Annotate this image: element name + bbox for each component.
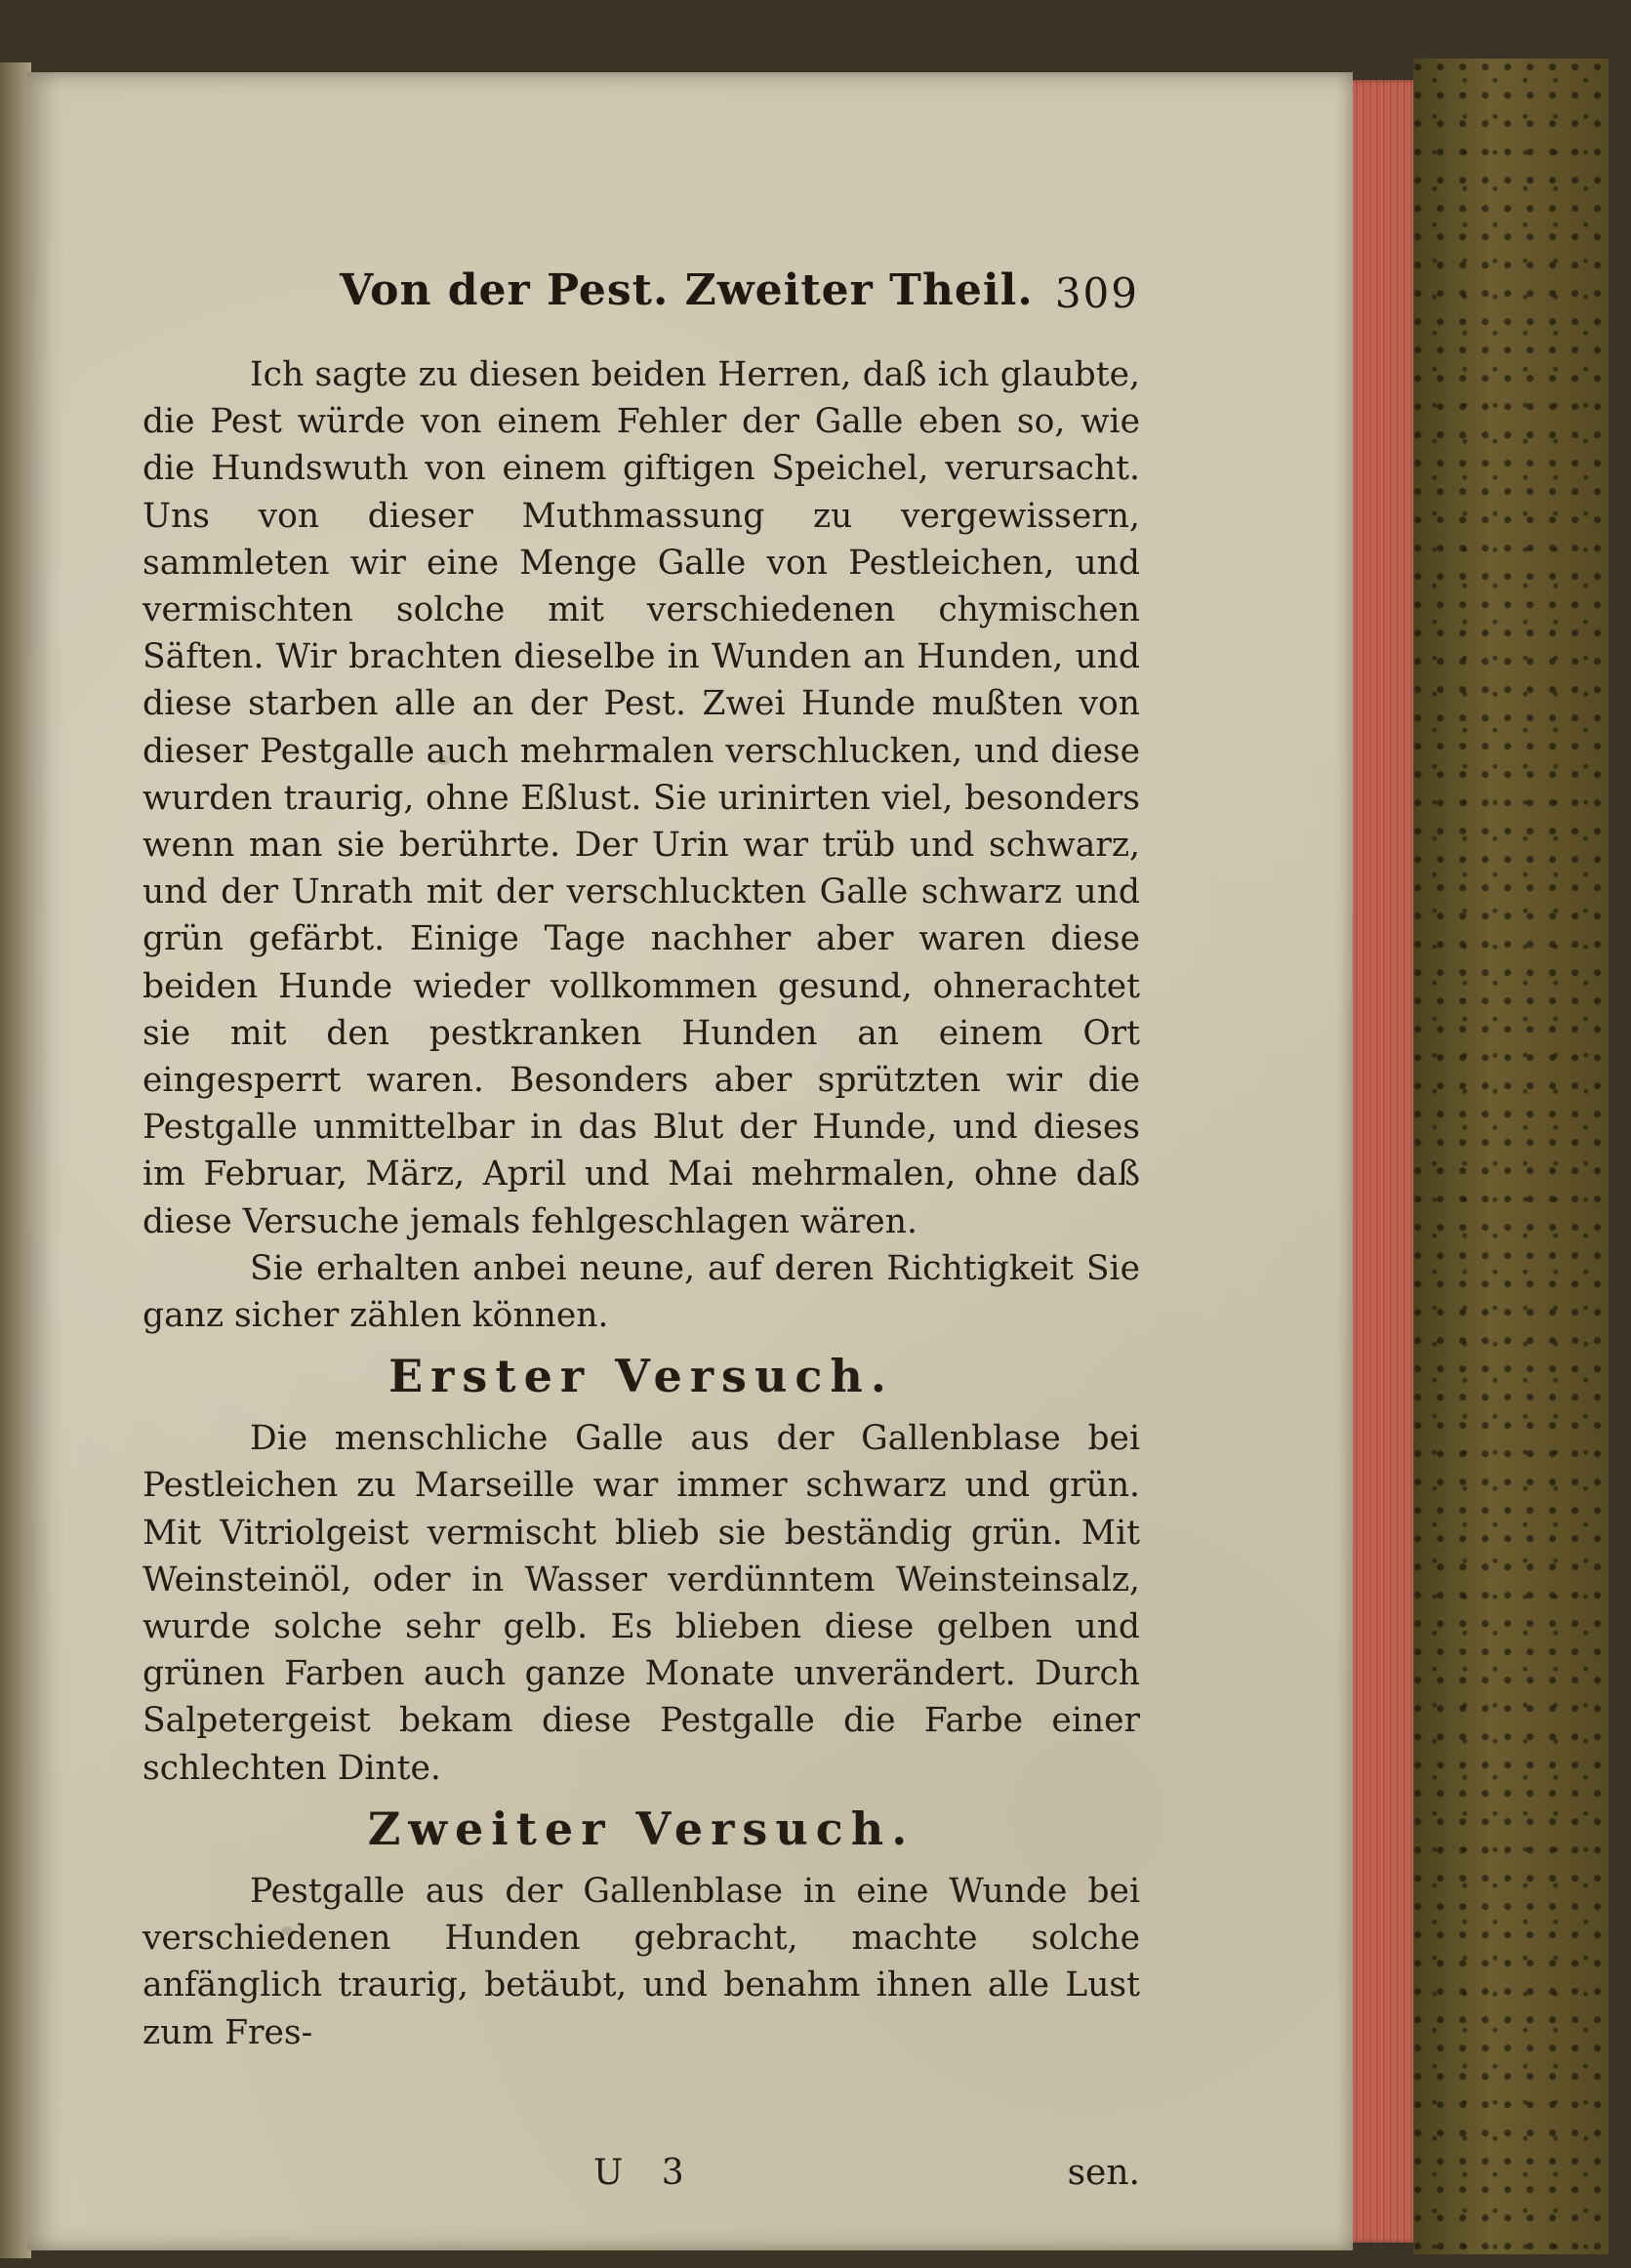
page-number: 309	[1054, 269, 1139, 317]
section-heading-first: Erster Versuch.	[388, 1350, 894, 1403]
red-page-edges	[1345, 80, 1413, 2243]
running-head-title: Von der Pest. Zweiter Theil.	[340, 265, 1034, 315]
section-text-second: Pestgalle aus der Gallenblase in eine Wunde bei verschiedenen Hunden gebracht, machte solche anfänglich traurig, betäubt, und benahm ihnen alle Lust zum Fres-	[143, 1871, 1140, 2052]
page-footer	[143, 2153, 1140, 2202]
section-text-first: Die menschliche Galle aus der Gallenblase bei Pestleichen zu Marseille war immer schwarz und grün. Mit Vitriolgeist vermischt blieb sie beständig grün. Mit Weinsteinöl, oder in Wasser verdünntem Weinsteinsalz, wurde solche sehr gelb. Es blieben diese gelben und grünen Farben auch ganze Monate unverändert. Durch Salpetergeist bekam diese Pestgalle die Farbe einer schlechten Dinte.	[143, 1419, 1140, 1788]
printer-signature-mark: U 3	[593, 2153, 698, 2193]
body-text	[143, 351, 1140, 2056]
paragraph-intro: Ich sagte zu diesen beiden Herren, daß ich glaubte, die Pest würde von einem Fehler der Galle eben so, wie die Hundswuth von einem giftigen Speichel, verursacht. Uns von dieser Muthmassung zu vergewissern, sammleten wir eine Menge Galle von Pestleichen, und vermischten solche mit verschiedenen chymischen Säften. Wir brachten dieselbe in Wunden an Hunden, und diese starben alle an der Pest. Zwei Hunde mußten von dieser Pestgalle auch mehrmalen verschlucken, und diese wurden traurig, ohne Eßlust. Sie urinirten viel, besonders wenn man sie berührte. Der Urin war trüb und schwarz, und der Unrath mit der verschluckten Galle schwarz und grün gefärbt. Einige Tage nachher aber waren diese beiden Hunde wieder vollkommen gesund, ohnerachtet sie mit den pestkranken Hunden an einem Ort eingesperrt waren. Besonders aber sprützten wir die Pestgalle unmittelbar in das Blut der Hunde, und dieses im Februar, März, April und Mai mehrmalen, ohne daß diese Versuche jemals fehlgeschlagen wären.	[143, 355, 1140, 1241]
running-head	[232, 265, 1145, 328]
page-sheet	[27, 72, 1353, 2250]
catchword: sen.	[1067, 2153, 1140, 2193]
paragraph-enclosure: Sie erhalten anbei neune, auf deren Richtigkeit Sie ganz sicher zählen können.	[143, 1248, 1140, 1336]
book-cover-board	[1413, 59, 1609, 2254]
section-heading-second: Zweiter Versuch.	[367, 1802, 916, 1855]
